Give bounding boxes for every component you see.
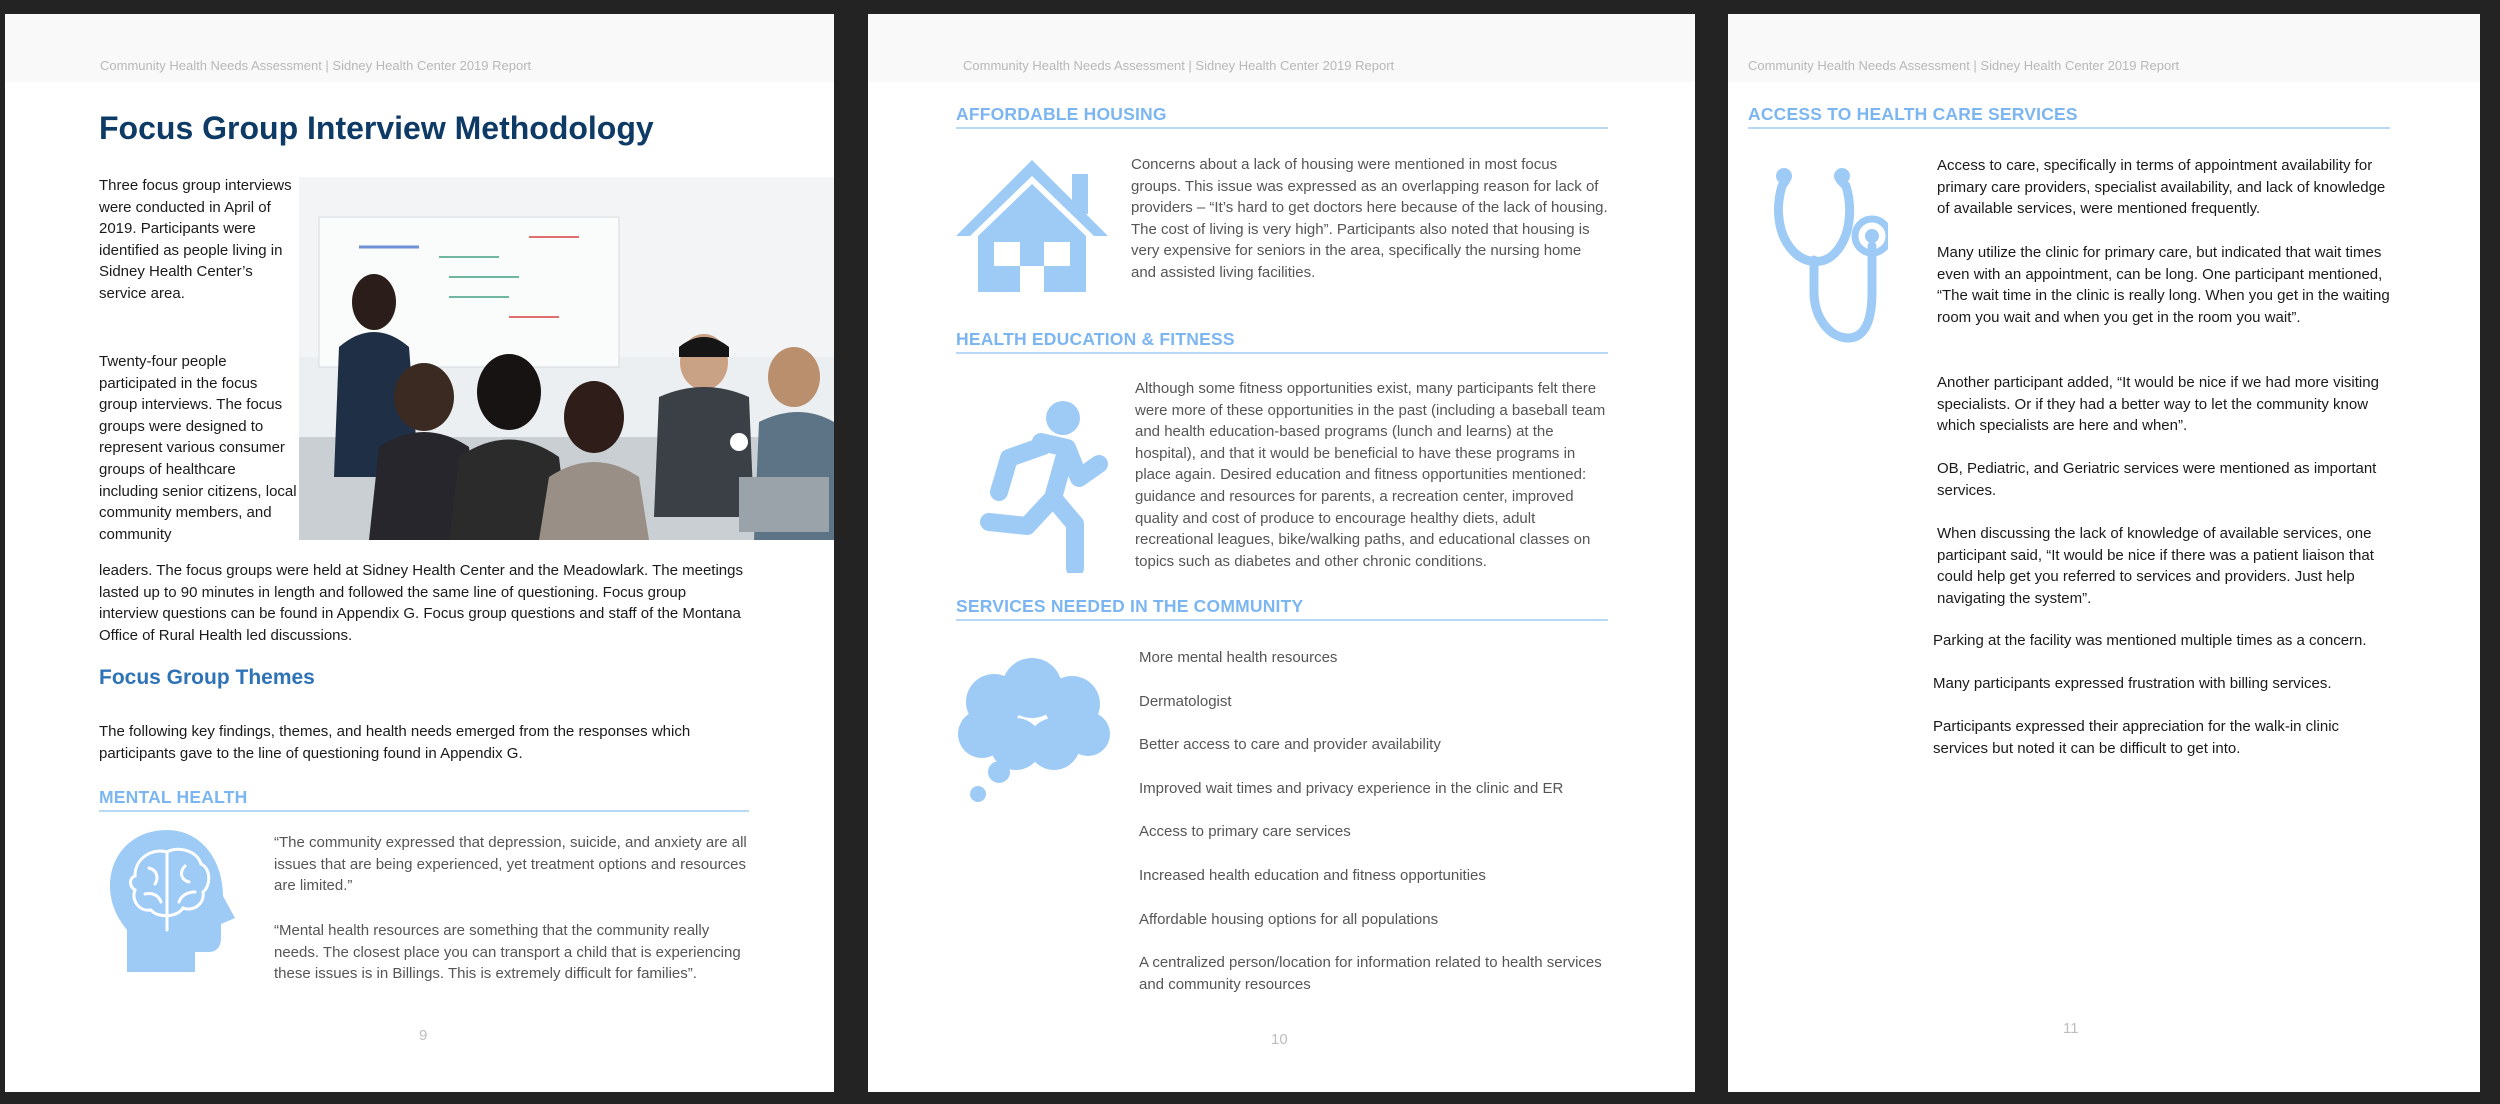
stethoscope-icon (1768, 166, 1888, 351)
thought-cloud-icon (954, 654, 1114, 814)
access-paragraph-8: Participants expressed their appreciation for the walk-in clinic services but noted it can be difficult to get into. (1933, 718, 2340, 757)
header-text: Community Health Needs Assessment | Sidney Health Center 2019 Report (1748, 58, 2180, 73)
service-item: Improved wait times and privacy experience in the clinic and ER (1139, 779, 1564, 797)
service-item: Better access to care and provider availability (1139, 736, 1441, 754)
access-paragraph-3: Another participant added, “It would be nice if we had more visiting specialists. Or if they had a better way to let the community know which specialists are here and when”. (1937, 374, 2379, 435)
service-item: More mental health resources (1139, 649, 1338, 666)
page-number: 9 (419, 1027, 428, 1044)
themes-intro: The following key findings, themes, and health needs emerged from the responses which participants gave to the line of questioning found in Appendix G. (99, 723, 691, 762)
mental-health-rule (99, 810, 749, 812)
service-item: Affordable housing options for all populations (1139, 910, 1439, 928)
header-text: Community Health Needs Assessment | Sidney Health Center 2019 Report (100, 58, 532, 73)
affordable-housing-text: Concerns about a lack of housing were mentioned in most focus groups. This issue was expressed as an overlapping reason for lack of providers – “It’s hard to get doctors here because of the lack of housing. The cost of living is very high”. Participants also noted that housing is very expensive for seniors in the area, specifically the nursing home and assisted living facilities. (1131, 156, 1608, 281)
access-paragraph-5: When discussing the lack of knowledge of available services, one participant said, “It would be nice if there was a patient liaison that could help get you referred to services and providers. Just help navigating the system”. (1937, 525, 2374, 607)
services-needed-heading: SERVICES NEEDED IN THE COMMUNITY (956, 596, 1304, 616)
services-needed-rule (956, 619, 1608, 621)
house-icon (952, 156, 1112, 301)
mental-health-quote-1: “The community expressed that depression, suicide, and anxiety are all issues that are being experienced, yet treatment options and resources are limited.” (274, 834, 747, 895)
affordable-housing-heading: AFFORDABLE HOUSING (956, 104, 1167, 124)
themes-heading: Focus Group Themes (99, 666, 315, 689)
service-item: Dermatologist (1139, 692, 1232, 710)
mental-health-heading: MENTAL HEALTH (99, 787, 248, 807)
focus-group-photo (299, 177, 834, 540)
health-education-fitness-text: Although some fitness opportunities exist, many participants felt there were more of these opportunities in the past (including a baseball team and health education-based programs (lunch and learns) at the hospital), and that it would be beneficial to have these programs in place again. Desired education and fitness opportunities mentioned: guidance and resources for parents, a recreation center, improved quality and cost of produce to encourage healthy diets, adult recreational leagues, bike/walking paths, and educational classes on topics such as diabetes and other chronic conditions. (1135, 380, 1606, 570)
page-header (5, 14, 834, 82)
access-paragraph-1: Access to care, specifically in terms of appointment availability for primary care providers, specialist availability, and lack of knowledge of available services, were mentioned frequently. (1937, 157, 2386, 218)
header-text: Community Health Needs Assessment | Sidney Health Center 2019 Report (963, 58, 1395, 73)
methodology-paragraph-2-top: Twenty-four people participated in the focus group interviews. The focus groups were designed to represent various consumer groups of healthcare including senior citizens, local community members, and community (99, 353, 297, 543)
access-paragraph-4: OB, Pediatric, and Geriatric services were mentioned as important services. (1937, 460, 2377, 499)
access-health-care-rule (1748, 127, 2390, 129)
page-header (1728, 14, 2480, 82)
methodology-paragraph-2-bottom: leaders. The focus groups were held at Sidney Health Center and the Meadowlark. The meetings lasted up to 90 minutes in length and followed the same line of questioning. Focus group interview questions can be found in Appendix G. Focus group questions and staff of the Montana Office of Rural Health led discussions. (99, 562, 743, 644)
health-education-fitness-heading: HEALTH EDUCATION & FITNESS (956, 329, 1235, 349)
page-number: 11 (2063, 1020, 2079, 1037)
service-item: A centralized person/location for information related to health services and community resources (1139, 954, 1602, 993)
mental-health-quote-2: “Mental health resources are something that the community really needs. The closest place you can transport a child that is experiencing these issues is in Billings. This is extremely difficult for families”. (274, 922, 741, 983)
service-item: Access to primary care services (1139, 823, 1351, 841)
access-health-care-heading: ACCESS TO HEALTH CARE SERVICES (1748, 104, 2078, 124)
access-paragraph-7: Many participants expressed frustration with billing services. (1933, 675, 2332, 692)
page-header (868, 14, 1695, 82)
page-number: 10 (1271, 1031, 1288, 1048)
page-9 (5, 14, 834, 1092)
affordable-housing-rule (956, 127, 1608, 129)
head-brain-icon (105, 826, 240, 981)
services-needed-list (1139, 647, 1609, 995)
service-item: Increased health education and fitness opportunities (1139, 866, 1486, 884)
access-paragraph-6: Parking at the facility was mentioned multiple times as a concern. (1933, 632, 2367, 649)
methodology-paragraph-1: Three focus group interviews were conducted in April of 2019. Participants were identified as people living in Sidney Health Center’s service area. (99, 177, 292, 302)
page-10 (868, 14, 1695, 1092)
health-education-fitness-rule (956, 352, 1608, 354)
page-11 (1728, 14, 2480, 1092)
access-paragraph-2: Many utilize the clinic for primary care, but indicated that wait times even with an appointment, can be long. One participant mentioned, “The wait time in the clinic is really long. When you get in the waiting room you wait and when you get in the room you wait”. (1937, 244, 2390, 326)
running-person-icon (963, 398, 1113, 578)
page-title: Focus Group Interview Methodology (99, 110, 654, 146)
